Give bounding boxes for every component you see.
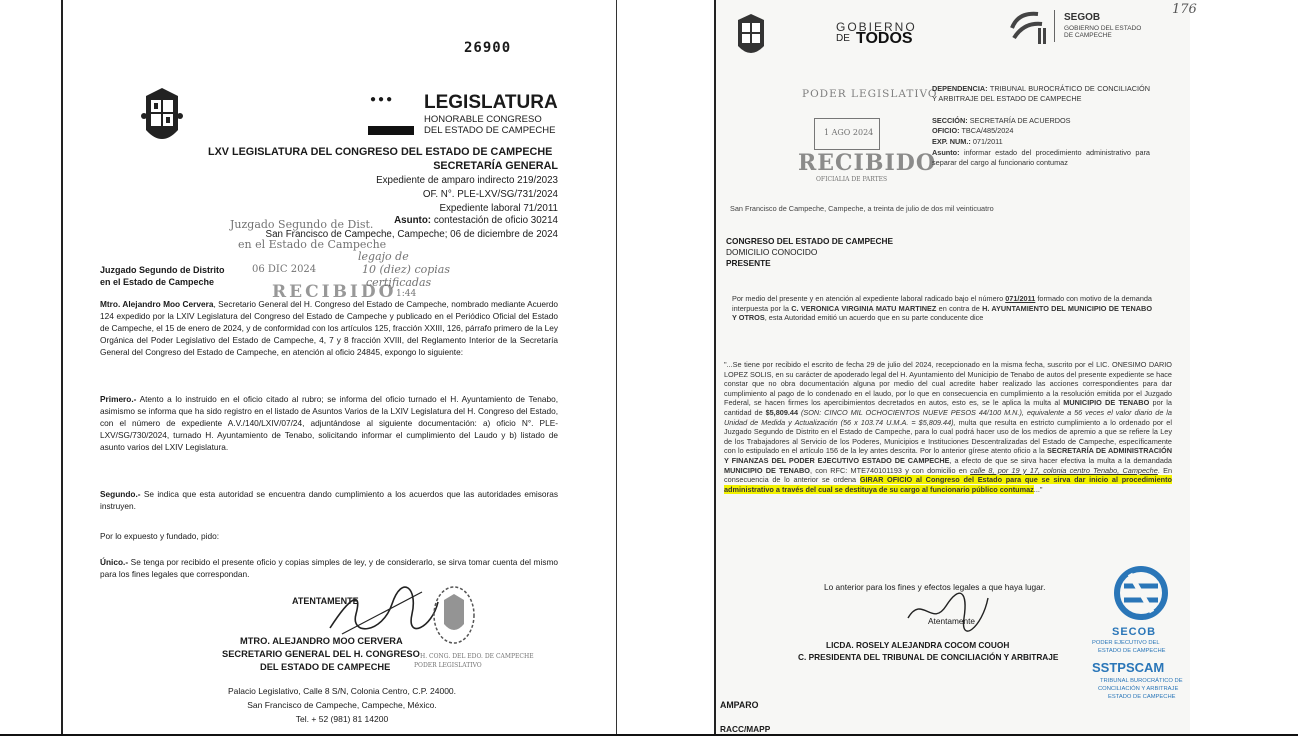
segundo-paragraph [100,488,558,512]
p2-amount-text: (SON: CINCO MIL OCHOCIENTOS NUEVE PESOS 44/100 M.N.), equivalente a 56 veces el valor diario de la Unidad de Medida y Actualización (56 x 103.74 U.M.A. = $5,809.44), [724,407,1172,427]
stamp-court-line-1: Juzgado Segundo de Dist. [230,218,374,231]
signer-title-1: SECRETARIO GENERAL DEL H. CONGRESO [222,649,420,659]
meta-ofi-text: TBCA/485/2024 [959,126,1014,135]
amparo-label: AMPARO [720,700,759,710]
initials: RACC/MAPP [720,724,771,734]
signer-title: C. PRESIDENTA DEL TRIBUNAL DE CONCILIACIÓN Y ARBITRAJE [798,652,1059,662]
logo-secob: SECOB [1112,626,1157,638]
seal-text-1: H. CONG. DEL EDO. DE CAMPECHE [420,653,534,660]
gob-todos: TODOS [856,30,913,47]
document-number: 26900 [464,40,512,56]
state-coat-of-arms-icon [734,12,768,62]
ref-oficio: OF. N°. PLE-LXV/SG/731/2024 [422,189,558,200]
closing-atentamente: ATENTAMENTE [292,596,359,606]
brand-title: LEGISLATURA [424,92,558,113]
meta-sec-label: SECCIÓN: [932,116,968,125]
meta-asu-text: informar estado del procedimiento administrativo para separar del cargo al funcionario contumaz [932,148,1150,167]
signer-name: LICDA. ROSELY ALEJANDRA COCOM COUOH [826,640,1010,650]
addressee-line-2: en el Estado de Campeche [100,277,215,287]
p2-highlight-text: al Congreso del Estado para que se sirva dar inicio al procedimiento administrativo a través del cual se destituya de su cargo al funcionario público contumaz [724,475,1172,494]
heading-legislature: LXV LEGISLATURA DEL CONGRESO DEL ESTADO DE CAMPECHE [208,146,553,158]
gob-de: DE [836,33,850,44]
footer-phone: Tel. + 52 (981) 81 14200 [295,714,389,724]
logo-line-3: TRIBUNAL BUROCRÁTICO DE [1100,678,1183,684]
ref-laboral: Expediente laboral 71/2011 [439,203,558,214]
closing-line: Lo anterior para los fines y efectos legales a que haya lugar. [824,582,1046,592]
p2-text-d: , a efecto de que se sirva hacer efectiva la multa a la demandada [949,455,1172,465]
p2-text-c: multa que resulta en estricto cumplimiento a lo ordenado por el Juzgado Segundo de Distrito en el Estado de Campeche, para lo cual podrá hacer uso de los medios de apremio a que se refiere la Ley de los Trabajadores al Servicio de los Poderes, Municipios e Instituciones Descentralizadas del Estado de Campeche, específicamente con lo estipulado en el artículo 156 de la ley antes descrita. Por lo anterior gírese atento oficio a la [724,417,1172,456]
signature-scribble-icon [902,588,992,634]
handwritten-time: 1:44 [396,289,417,299]
segob-divider [1054,10,1055,42]
unico-paragraph [100,556,558,580]
addressee-line-1: CONGRESO DEL ESTADO DE CAMPECHE [726,236,894,246]
stamp-bottom: OFICIALIA DE PARTES [816,176,888,183]
brand-line-1: HONORABLE CONGRESO [424,114,542,125]
p2-highlight-girar-oficio: GIRAR OFICIO [859,475,913,485]
segob-sub-1: GOBIERNO DEL ESTADO [1064,25,1142,32]
campeche-coat-of-arms-icon [140,86,184,150]
asunto-label: Asunto: [394,215,432,226]
unico-label: Único.- [100,557,129,567]
ref-amparo: Expediente de amparo indirecto 219/2023 [376,175,558,186]
atentamente: Atentamente [928,616,976,626]
meta-dep-text: TRIBUNAL BUROCRÁTICO DE CONCILIACIÓN Y ARBITRAJE DEL ESTADO DE CAMPECHE [932,84,1150,103]
heading-secretaria: SECRETARÍA GENERAL [433,160,558,172]
handwritten-note-2: 10 (diez) copias [362,263,450,276]
meta-dependencia [932,84,1150,104]
brand-bar [368,126,414,135]
handwritten-note-1: legajo de [358,250,409,263]
logo-sstpscam: SSTPSCAM [1092,660,1165,675]
segob-title: SEGOB [1064,12,1101,23]
p2-secretaria: SECRETARÍA DE ADMINISTRACIÓN Y FINANZAS DEL PODER EJECUTIVO ESTADO DE CAMPECHE [724,446,1172,465]
p2-address: calle 8, por 19 y 17, colonia centro Tenabo, Campeche [970,465,1158,475]
asunto-line [394,215,558,226]
primero-paragraph [100,393,558,453]
p1-text-a: Por medio del presente y en atención al expediente laboral radicado bajo el número [732,294,1006,303]
addressee-line-3: PRESENTE [726,258,771,268]
meta-asu-label: Asunto: [932,148,960,157]
p2-municipio: MUNICIPIO DE TENABO [1063,398,1150,408]
logo-line-5: ESTADO DE CAMPECHE [1108,694,1176,700]
tribunal-logo-icon [1114,564,1168,622]
signature-scribble-icon [322,584,442,640]
p2-amount: $5,809.44 [765,407,799,417]
meta-seccion [932,116,1150,126]
p2-text-f: . En consecuencia de lo anterior se ordena [724,465,1173,485]
meta-exp-text: 071/2011 [970,137,1003,146]
gob-line-1: GOBIERNO [836,20,917,34]
segob-sub-2: DE CAMPECHE [1064,32,1112,39]
por-lo-expuesto: Por lo expuesto y fundado, pido: [100,531,220,541]
intro-paragraph [100,298,558,358]
p1-text-b: formado con motivo de la demanda interpuesta por la [732,294,1152,313]
p1-plaintiff: C. VERONICA VIRGINIA MATU MARTINEZ [791,303,937,313]
meta-expediente [932,137,1150,147]
addressee-line-1: Juzgado Segundo de Distrito [100,265,225,275]
p2-municipio-2: MUNICIPIO DE TENABO [724,465,810,475]
meta-oficio [932,126,1150,136]
asunto-text: contestación de oficio 30214 [433,215,558,226]
seal-text-2: PODER LEGISLATIVO [414,662,482,669]
stamp-received: RECIBIDO [798,150,936,176]
logo-line-2: ESTADO DE CAMPECHE [1098,648,1166,654]
p1-defendant: H. AYUNTAMIENTO DEL MUNICIPIO DE TENABO Y OTROS [732,303,1152,323]
meta-asunto [932,148,1150,167]
segundo-label: Segundo.- [100,489,141,499]
footer-address: Palacio Legislativo, Calle 8 S/N, Colonia Centro, C.P. 24000. [227,686,457,696]
left-document-page [62,0,614,736]
right-document-page [716,0,1197,736]
segob-logo-icon [1008,8,1048,48]
logo-line-1: PODER EJECUTIVO DEL [1092,640,1160,646]
p1-text-e: , esta Autoridad emitió un acuerdo que en su parte conducente dice [764,313,984,323]
stamp-court-line-2: en el Estado de Campeche [238,238,387,251]
meta-exp-label: EXP. NUM.: [932,137,971,146]
logo-line-4: CONCILIACIÓN Y ARBITRAJE [1098,686,1179,692]
corner-number: 176 [1172,2,1197,17]
place-date: San Francisco de Campeche, Campeche; 06 de diciembre de 2024 [265,229,558,240]
segundo-text: Se indica que esta autoridad se encuentra dando cumplimiento a los acuerdos que las autoridades emisoras instruyen. [100,489,558,512]
unico-text: Se tenga por recibido el presente oficio y copias simples de ley, y de considerarlo, se sirva tomar cuenta del mismo para los fines legales que correspondan. [100,557,558,580]
congress-seal-icon [430,584,478,646]
intro-text: , Secretario General del H. Congreso del Estado de Campeche, nombrado mediante Acuerdo 124 expedido por la LXIV Legislatura del Congreso del Estado de Campeche y publicado en el Periódico Oficial del Estado de Campeche, el 15 de enero de 2024, y de conformidad con los artículos 125, fracción XXIII, 126, párrafo primero de la Ley Orgánica del Poder Legislativo del Estado de Campeche, 4, 7 y 8 fracción XVIII, del Reglamento Interior de la Secretaría General del Congreso del Estado de Campeche, en atención al oficio 24845, expongo lo siguiente: [100,299,558,358]
brand-dots: ●●● [370,94,395,105]
p2-text-g: ..." [1033,484,1043,494]
footer-city: San Francisco de Campeche, Campeche, México. [247,700,437,710]
signer-title-2: DEL ESTADO DE CAMPECHE [260,662,391,672]
p2-text-e: , con RFC: MTE740101193 y con domicilio en [809,465,971,475]
stamp-date: 06 DIC 2024 [252,264,317,275]
stamp-date: 1 AGO 2024 [824,128,874,137]
handwritten-note-3: certificadas [366,276,432,289]
p2-text-a: "...Se tiene por recibido el escrito de fecha 29 de julio del 2024, recepcionado en la misma fecha, suscrito por el LIC. ONESIMO DARIO LOPEZ SOLIS, en su carácter de apoderado legal del H. Ayuntamiento del Municipio de Tenabo de autos del presente expediente se hace constar que no obra documentación alguna por medio del cual acredite haber realizado las acciones correspondientes para dar cumplimiento al pago de lo condenado en el laudo, por lo que en consecuencia en cumplimiento a la resolución emitida por el Juzgado Federal, se hacen firmes los apercibimientos decretados en autos, esto es, se le aplica la multa al [724,360,1172,408]
stamp-received: RECIBIDO [272,282,397,302]
center-divider [616,0,617,736]
p2-text-b: por la cantidad de [724,398,1172,417]
primero-text: Atento a lo instruido en el oficio citado al rubro; se informa del oficio turnado el H. Ayuntamiento de Tenabo, asimismo se informa que ha sido registro en el listado de Asuntos Varios de la LXIV Legislatura del H. Congreso del Estado, con el número de expediente A.V./140/LXIV/07/24, adjuntándose al siguiente documentación: a) oficio N°. PLE-LXV/SG/730/2024, turnado H. Ayuntamiento de Tenabo, solicitando informar el cumplimiento del Laudo y b) listado de asunto varios del LXIV Legislatura. [100,394,558,453]
stamp-top: PODER LEGISLATIVO [802,88,938,100]
signer-name: MTRO. ALEJANDRO MOO CERVERA [240,636,403,646]
meta-ofi-label: OFICIO: [932,126,960,135]
addressee-line-2: DOMICILIO CONOCIDO [726,247,818,257]
left-page-edge [61,0,63,736]
date-line: San Francisco de Campeche, Campeche, a treinta de julio de dos mil veinticuatro [730,204,994,213]
intro-name: Mtro. Alejandro Moo Cervera [100,299,214,309]
body-paragraph-1 [732,294,1152,323]
p1-text-d: en contra de [936,303,983,313]
meta-dep-label: DEPENDENCIA: [932,84,988,93]
meta-sec-text: SECRETARÍA DE ACUERDOS [967,116,1071,125]
p1-expediente: 071/2011 [1005,294,1036,303]
primero-label: Primero.- [100,394,137,404]
body-paragraph-2 [724,360,1172,494]
brand-line-2: DEL ESTADO DE CAMPECHE [424,125,556,136]
